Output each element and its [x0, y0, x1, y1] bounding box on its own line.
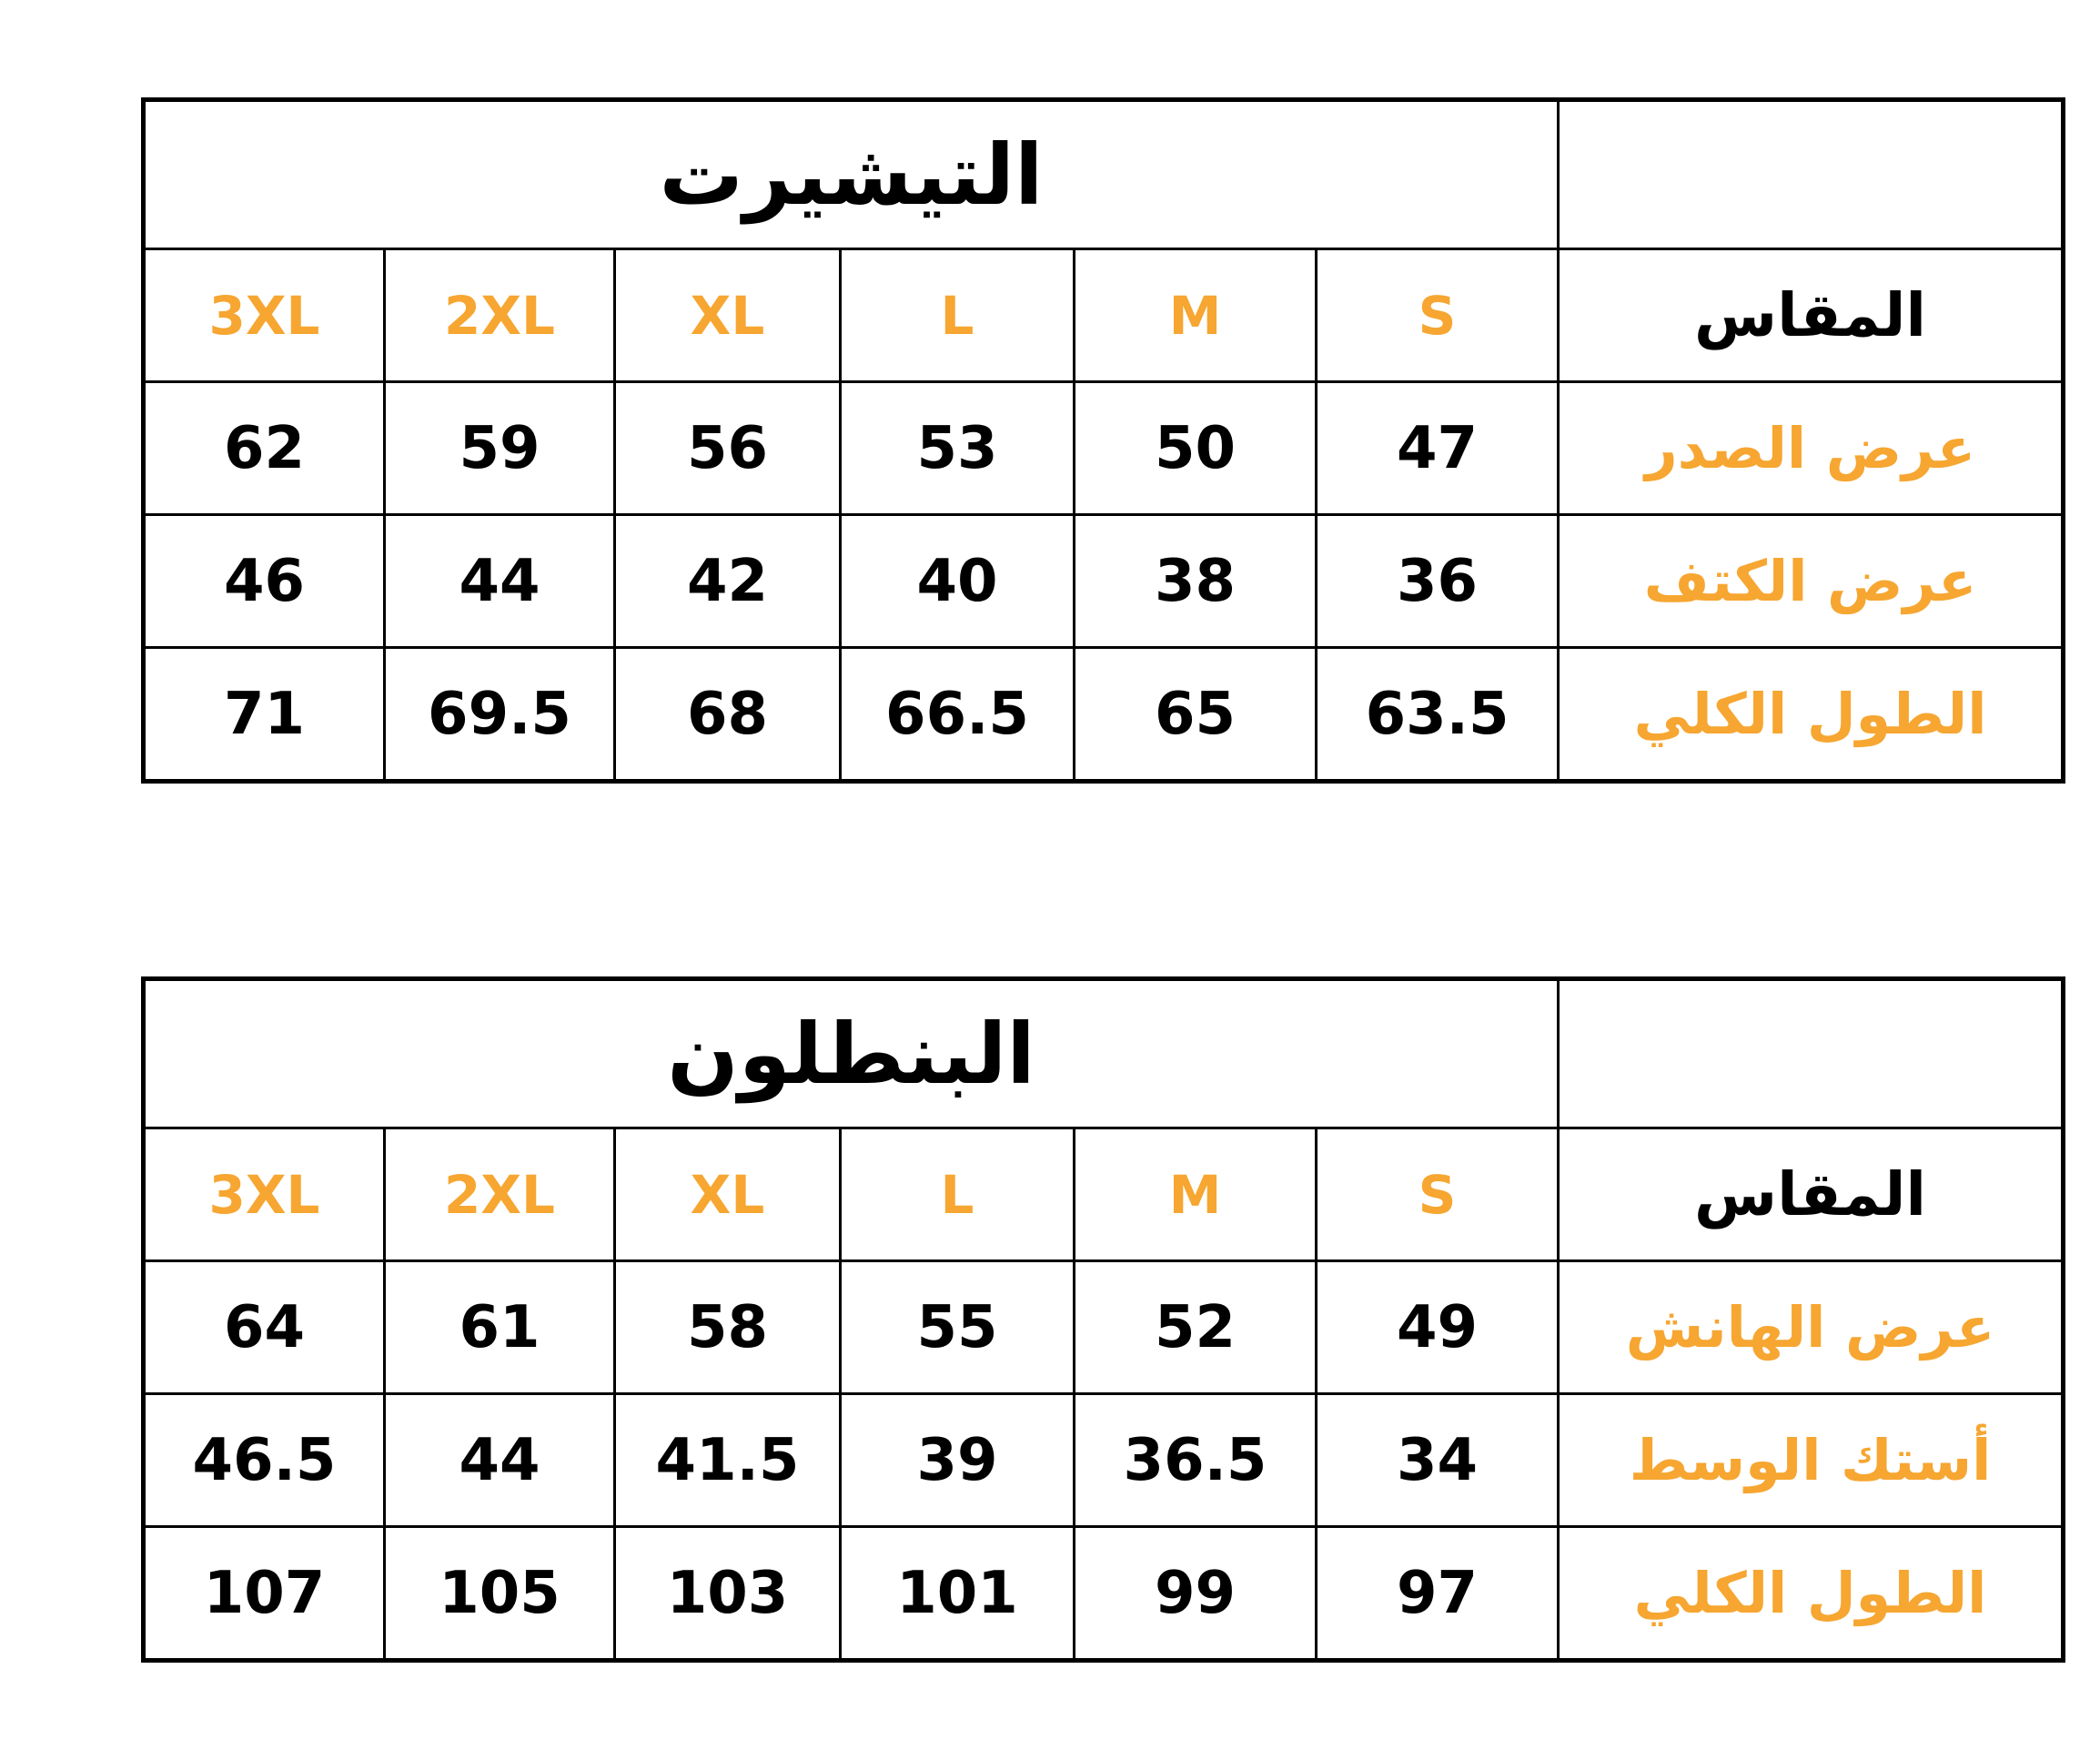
value-cell: 107: [144, 1527, 385, 1661]
value-cell: 46: [144, 515, 385, 648]
value-cell: 34: [1317, 1394, 1559, 1527]
value-cell: 71: [144, 648, 385, 782]
value-cell: 44: [385, 1394, 615, 1527]
pants-size-table: [141, 976, 2065, 1663]
value-cell: 97: [1317, 1527, 1559, 1661]
value-cell: 103: [615, 1527, 841, 1661]
size-header-2xl: 2XL: [385, 1128, 615, 1261]
value-cell: 38: [1075, 515, 1317, 648]
value-cell: 63.5: [1317, 648, 1559, 782]
size-header-l: L: [841, 249, 1075, 382]
empty-corner-cell: [1559, 100, 2064, 249]
tshirt-size-table: [141, 97, 2065, 784]
value-cell: 52: [1075, 1261, 1317, 1394]
table-title: التيشيرت: [144, 100, 1559, 249]
size-header-m: M: [1075, 249, 1317, 382]
size-header-xl: XL: [615, 249, 841, 382]
table-title-row: [144, 979, 2064, 1128]
table-row: [144, 1394, 2064, 1527]
table-row: [144, 1527, 2064, 1661]
value-cell: 105: [385, 1527, 615, 1661]
value-cell: 40: [841, 515, 1075, 648]
size-header-label: المقاس: [1559, 249, 2064, 382]
size-header-xl: XL: [615, 1128, 841, 1261]
value-cell: 66.5: [841, 648, 1075, 782]
value-cell: 36.5: [1075, 1394, 1317, 1527]
size-header-s: S: [1317, 1128, 1559, 1261]
row-label: عرض الكتف: [1559, 515, 2064, 648]
value-cell: 49: [1317, 1261, 1559, 1394]
table-row: [144, 648, 2064, 782]
value-cell: 65: [1075, 648, 1317, 782]
table-row: [144, 382, 2064, 515]
value-cell: 47: [1317, 382, 1559, 515]
row-label: أستك الوسط: [1559, 1394, 2064, 1527]
size-header-row: [144, 1128, 2064, 1261]
value-cell: 64: [144, 1261, 385, 1394]
size-header-s: S: [1317, 249, 1559, 382]
size-header-label: المقاس: [1559, 1128, 2064, 1261]
row-label: الطول الكلي: [1559, 648, 2064, 782]
value-cell: 36: [1317, 515, 1559, 648]
row-label: عرض الصدر: [1559, 382, 2064, 515]
value-cell: 41.5: [615, 1394, 841, 1527]
table-row: [144, 515, 2064, 648]
size-header-l: L: [841, 1128, 1075, 1261]
value-cell: 46.5: [144, 1394, 385, 1527]
table-title: البنطلون: [144, 979, 1559, 1128]
empty-corner-cell: [1559, 979, 2064, 1128]
table-row: [144, 1261, 2064, 1394]
size-header-2xl: 2XL: [385, 249, 615, 382]
value-cell: 62: [144, 382, 385, 515]
value-cell: 55: [841, 1261, 1075, 1394]
size-header-3xl: 3XL: [144, 1128, 385, 1261]
size-header-row: [144, 249, 2064, 382]
value-cell: 61: [385, 1261, 615, 1394]
value-cell: 99: [1075, 1527, 1317, 1661]
table-title-row: [144, 100, 2064, 249]
value-cell: 69.5: [385, 648, 615, 782]
value-cell: 50: [1075, 382, 1317, 515]
value-cell: 58: [615, 1261, 841, 1394]
row-label: الطول الكلي: [1559, 1527, 2064, 1661]
value-cell: 56: [615, 382, 841, 515]
value-cell: 59: [385, 382, 615, 515]
size-header-3xl: 3XL: [144, 249, 385, 382]
value-cell: 53: [841, 382, 1075, 515]
size-header-m: M: [1075, 1128, 1317, 1261]
value-cell: 39: [841, 1394, 1075, 1527]
value-cell: 42: [615, 515, 841, 648]
row-label: عرض الهانش: [1559, 1261, 2064, 1394]
value-cell: 44: [385, 515, 615, 648]
value-cell: 68: [615, 648, 841, 782]
value-cell: 101: [841, 1527, 1075, 1661]
